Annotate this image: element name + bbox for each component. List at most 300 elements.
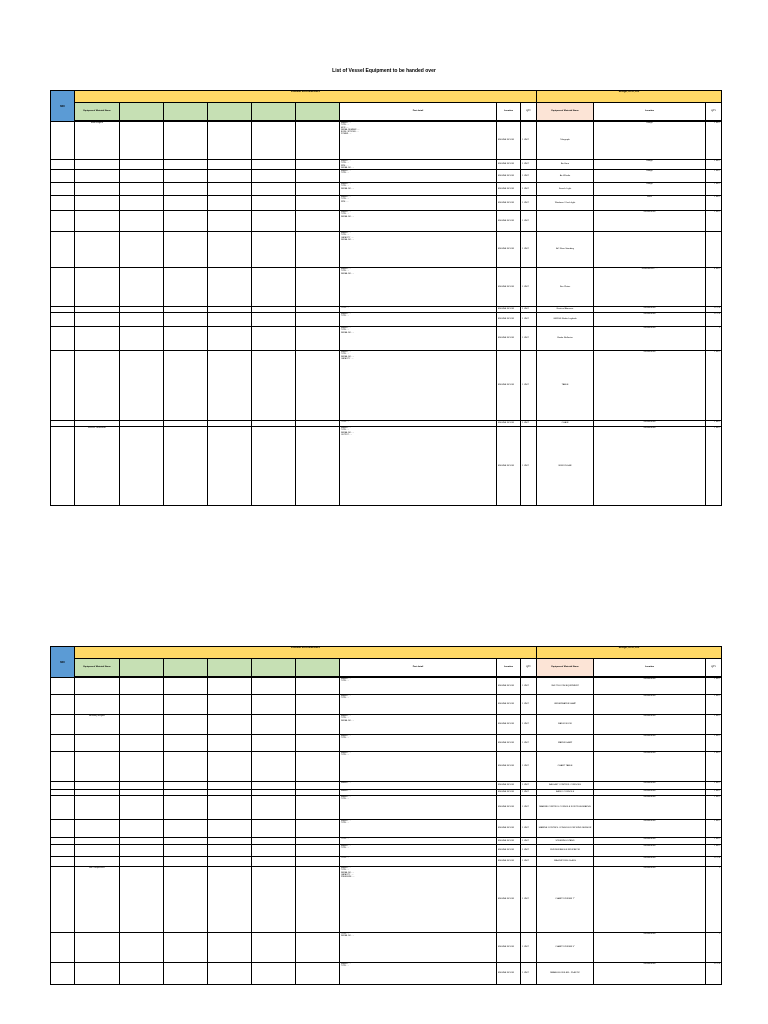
part-detail-cell: MAKER : ... TYPE : ... (340, 313, 497, 327)
bridge-qty-cell: 4 SET (706, 268, 722, 307)
location-cell: ENGINE ROOM (497, 327, 521, 351)
bridge-location-cell: Bridge (594, 160, 706, 170)
bridge-equipment-cell: GMDSS Radio Logbook (537, 313, 594, 327)
blank-cell (208, 735, 252, 752)
blank-cell (120, 796, 164, 820)
bridge-location-cell: Wheelhouse (594, 963, 706, 985)
blank-cell (252, 857, 296, 867)
row-number (51, 313, 75, 327)
blank-cell (208, 427, 252, 506)
bridge-location-cell: Wheelhouse (594, 715, 706, 735)
location-cell: ENGINE ROOM (497, 695, 521, 715)
blank-cell (120, 735, 164, 752)
location-header: Location (497, 103, 521, 121)
equipment-table-1 (50, 90, 722, 506)
blank-cell (296, 183, 340, 196)
row-number (51, 122, 75, 160)
bridge-equipment-cell: WATER LAMP (537, 735, 594, 752)
qty-cell: 1 UNIT (521, 268, 537, 307)
row-number (51, 796, 75, 820)
blank-cell (120, 695, 164, 715)
bridge-equipment-cell: TABLE (537, 351, 594, 421)
blank-cell (164, 160, 208, 170)
row-number (51, 160, 75, 170)
part-detail-cell: MAKER : ... TYPE : ... (340, 735, 497, 752)
table-row (51, 933, 722, 963)
blank-cell (296, 122, 340, 160)
equipment-name-cell (75, 313, 120, 327)
part-detail-cell: MAKER : ... TYPE : ... SERIAL NO : ... OUTPUT : ... (340, 427, 497, 506)
table-row (51, 232, 722, 268)
row-number (51, 196, 75, 211)
bridge-location-cell: Wheelhouse (594, 735, 706, 752)
bridge-section-header: Bridge, ECR, Etc (537, 647, 722, 659)
blank-cell (252, 695, 296, 715)
blank-cell (164, 752, 208, 782)
equipment-name-cell (75, 183, 120, 196)
blank-cell (208, 313, 252, 327)
part-detail-cell: MAKER : ... (340, 782, 497, 790)
table-row (51, 183, 722, 196)
blank-cell (120, 268, 164, 307)
part-detail-cell: MAKER : ... TYPE : ... MCR : ... SERIAL NUMBER : ... BORE / STROKE : ... POWER : ... (340, 122, 497, 160)
table-row (51, 838, 722, 845)
bridge-qty-cell: 1 SET (706, 678, 722, 695)
bridge-equipment-cell (537, 211, 594, 232)
bridge-location-cell: Wheelhouse (594, 695, 706, 715)
blank-cell (296, 313, 340, 327)
blank-cell (296, 351, 340, 421)
blank-cell (296, 820, 340, 838)
bridge-qty-cell: 1 SET (706, 790, 722, 796)
blank-cell (252, 313, 296, 327)
part-detail-cell: TYPE : ... (340, 421, 497, 427)
part-detail-cell: MAKER : ... TYPE : ... (340, 695, 497, 715)
blank-cell (164, 735, 208, 752)
location-cell: ENGINE ROOM (497, 678, 521, 695)
blank-header (120, 103, 164, 121)
location-cell: ENGINE ROOM (497, 845, 521, 857)
blank-cell (120, 933, 164, 963)
location-cell: ENGINE ROOM (497, 351, 521, 421)
table-row (51, 867, 722, 933)
bridge-qty-cell: 1 SET (706, 421, 722, 427)
blank-cell (164, 427, 208, 506)
row-number (51, 232, 75, 268)
part-detail-header: Part detail (340, 103, 497, 121)
blank-cell (296, 933, 340, 963)
blank-header (296, 103, 340, 121)
blank-cell (208, 268, 252, 307)
row-number (51, 845, 75, 857)
blank-header (164, 103, 208, 121)
blank-cell (120, 183, 164, 196)
blank-cell (296, 678, 340, 695)
qty-cell: 1 UNIT (521, 752, 537, 782)
no-header: NO (51, 647, 75, 678)
qty-cell: 1 UNIT (521, 933, 537, 963)
part-detail-header: Part detail (340, 659, 497, 677)
bridge-location-cell: Wheelhouse (594, 421, 706, 427)
equipment-name-cell (75, 752, 120, 782)
table-row (51, 796, 722, 820)
blank-cell (296, 196, 340, 211)
table-row (51, 122, 722, 160)
table-row (51, 268, 722, 307)
bridge-equipment-cell: BINOCULAR (537, 427, 594, 506)
location-cell: ENGINE ROOM (497, 421, 521, 427)
blank-cell (208, 183, 252, 196)
blank-cell (252, 122, 296, 160)
blank-cell (252, 735, 296, 752)
blank-cell (208, 933, 252, 963)
bridge-equipment-cell: STEERING STAND (537, 838, 594, 845)
row-number (51, 933, 75, 963)
qty-cell: 1 UNIT (521, 782, 537, 790)
bridge-location-cell: Wheelhouse (594, 327, 706, 351)
blank-cell (164, 867, 208, 933)
blank-cell (296, 752, 340, 782)
bridge-location-cell: Wheelhouse (594, 307, 706, 313)
bridge-equipment-cell: CHART DIVIDER 7" (537, 867, 594, 933)
blank-cell (208, 232, 252, 268)
engine-section-header: ENGINE MACHINERIES (75, 647, 537, 659)
equipment-name-cell (75, 963, 120, 985)
location-cell: ENGINE ROOM (497, 183, 521, 196)
bridge-location-cell: Wheelhouse (594, 351, 706, 421)
bridge-equipment-cell: CHART TABLE (537, 752, 594, 782)
bridge-equipment-cell: Nautical Almanac (537, 307, 594, 313)
table-row (51, 735, 722, 752)
table-row (51, 427, 722, 506)
blank-cell (164, 268, 208, 307)
blank-cell (164, 715, 208, 735)
blank-header (252, 659, 296, 677)
blank-cell (120, 313, 164, 327)
bridge-equipment-cell: Telegraph (537, 122, 594, 160)
bridge-location-cell: Wheelhouse (594, 838, 706, 845)
equipment-name-cell (75, 678, 120, 695)
blank-cell (208, 752, 252, 782)
equipment-name-cell: Electric Generator (75, 427, 120, 506)
blank-cell (296, 796, 340, 820)
blank-cell (296, 427, 340, 506)
qty-cell: 1 UNIT (521, 351, 537, 421)
blank-cell (296, 857, 340, 867)
blank-cell (120, 427, 164, 506)
blank-cell (120, 752, 164, 782)
part-detail-cell: MAKER : ... TYPE : ... SERIAL NO : ... (340, 211, 497, 232)
blank-cell (296, 268, 340, 307)
qty-cell: 1 UNIT (521, 327, 537, 351)
blank-cell (208, 838, 252, 845)
qty-cell: 1 UNIT (521, 183, 537, 196)
blank-cell (208, 678, 252, 695)
blank-header (164, 659, 208, 677)
part-detail-cell: MAKER : ... TYPE : ... RPM : ... SERIAL NO : ... (340, 160, 497, 170)
blank-cell (252, 715, 296, 735)
blank-cell (252, 268, 296, 307)
location-cell: ENGINE ROOM (497, 933, 521, 963)
table-row (51, 857, 722, 867)
qty-cell: 1 UNIT (521, 857, 537, 867)
part-detail-cell: MAKER : ... TYPE : ... (340, 963, 497, 985)
blank-header (208, 103, 252, 121)
table-row (51, 678, 722, 695)
blank-cell (164, 313, 208, 327)
bridge-equipment-name-header: Equipment/ Material Name (537, 103, 594, 121)
bridge-location-cell: Wheelhouse (594, 678, 706, 695)
bridge-equipment-cell: AC Floor Standing (537, 232, 594, 268)
blank-cell (120, 867, 164, 933)
blank-cell (252, 678, 296, 695)
bridge-qty-cell: 1 SET (706, 820, 722, 838)
bridge-equipment-cell: PARALLEL RULER - PLASTIC (537, 963, 594, 985)
location-cell: ENGINE ROOM (497, 307, 521, 313)
equipment-name-cell (75, 232, 120, 268)
bridge-equipment-name-header: Equipment/ Material Name (537, 659, 594, 677)
bridge-equipment-cell: UNDERWATER LAMP (537, 695, 594, 715)
blank-header (208, 659, 252, 677)
blank-cell (252, 838, 296, 845)
bridge-location-header: Location (594, 659, 706, 677)
row-number (51, 183, 75, 196)
table-row (51, 752, 722, 782)
bridge-location-cell: Wheelhouse (594, 211, 706, 232)
no-header: NO (51, 91, 75, 122)
row-number (51, 327, 75, 351)
blank-cell (164, 232, 208, 268)
blank-cell (208, 122, 252, 160)
part-detail-cell: MAKER : ... TYPE : ... SERIAL NO : ... (340, 327, 497, 351)
row-number (51, 838, 75, 845)
location-cell: ENGINE ROOM (497, 170, 521, 183)
location-cell: ENGINE ROOM (497, 268, 521, 307)
equipment-name-cell (75, 735, 120, 752)
blank-cell (120, 196, 164, 211)
blank-cell (164, 963, 208, 985)
bridge-location-cell: Wheelhouse (594, 782, 706, 790)
qty-header: QTY (521, 103, 537, 121)
table-row (51, 170, 722, 183)
bridge-equipment-cell: CHAIR (537, 421, 594, 427)
location-cell: ENGINE ROOM (497, 313, 521, 327)
part-detail-cell: MAKER : ... TYPE : ... RPM : ... (340, 196, 497, 211)
table-row (51, 820, 722, 838)
bridge-location-cell: Mast (594, 196, 706, 211)
qty-cell: 1 UNIT (521, 678, 537, 695)
bridge-equipment-cell: Radar Reflector (537, 327, 594, 351)
qty-header: QTY (521, 659, 537, 677)
bridge-location-cell: Bridge (594, 170, 706, 183)
part-detail-cell: MAKER : ... TYPE : ... CAPACITY : ... SERIAL NO : ... (340, 232, 497, 268)
bridge-location-cell: Wheelhouse (594, 796, 706, 820)
bridge-equipment-cell: RADIO BOOK (537, 715, 594, 735)
bridge-qty-cell: 1 SET (706, 796, 722, 820)
bridge-equipment-cell: RUDDER ANGLE INDICATOR (537, 845, 594, 857)
table-row (51, 963, 722, 985)
blank-cell (252, 196, 296, 211)
part-detail-cell: TYPE : ... (340, 857, 497, 867)
blank-cell (252, 782, 296, 790)
equipment-name-header: Equipment/ Material Name (75, 103, 120, 121)
equipment-name-cell (75, 796, 120, 820)
bridge-qty-cell: 1 SET (706, 170, 722, 183)
location-cell: ENGINE ROOM (497, 963, 521, 985)
bridge-location-header: Location (594, 103, 706, 121)
blank-cell (208, 327, 252, 351)
qty-cell: 1 UNIT (521, 170, 537, 183)
blank-cell (120, 857, 164, 867)
part-detail-cell: TYPE : ... (340, 307, 497, 313)
part-detail-cell: MAKER : ... TYPE : ... SERIAL NO : ... (340, 715, 497, 735)
blank-cell (208, 160, 252, 170)
qty-cell: 1 UNIT (521, 838, 537, 845)
bridge-location-cell: Wheelhouse (594, 427, 706, 506)
qty-cell: 1 UNIT (521, 313, 537, 327)
location-cell: ENGINE ROOM (497, 715, 521, 735)
blank-cell (252, 752, 296, 782)
part-detail-cell: MAKER : ... TYPE : ... (340, 752, 497, 782)
row-number (51, 351, 75, 421)
blank-cell (252, 232, 296, 268)
bridge-qty-cell: 1 SET (706, 735, 722, 752)
equipment-name-header: Equipment/ Material Name (75, 659, 120, 677)
qty-cell: 1 UNIT (521, 307, 537, 313)
bridge-location-cell: Wheelhouse (594, 845, 706, 857)
qty-cell: 1 UNIT (521, 421, 537, 427)
blank-cell (252, 845, 296, 857)
bridge-qty-cell: 1 SET (706, 427, 722, 506)
bridge-qty-cell: 1 PCS (706, 963, 722, 985)
blank-cell (252, 183, 296, 196)
blank-cell (252, 327, 296, 351)
bridge-qty-cell: 1 SET (706, 122, 722, 160)
blank-cell (296, 695, 340, 715)
bridge-equipment-cell: MAGNIFYING GLASS (537, 857, 594, 867)
blank-cell (208, 351, 252, 421)
blank-cell (208, 867, 252, 933)
row-number (51, 678, 75, 695)
equipment-name-cell (75, 820, 120, 838)
bridge-equipment-cell: BALLAST CONTROL CONSOLE (537, 782, 594, 790)
bridge-qty-cell (706, 232, 722, 268)
bridge-qty-cell: 1 SET (706, 695, 722, 715)
blank-cell (120, 211, 164, 232)
bridge-equipment-cell: CHART DIVIDER 5" (537, 933, 594, 963)
bridge-location-cell: Wheelhouse (594, 313, 706, 327)
blank-cell (252, 963, 296, 985)
blank-cell (120, 327, 164, 351)
bridge-equipment-cell: RADIO CONSOLE (537, 790, 594, 796)
bridge-qty-cell: 1 SET (706, 160, 722, 170)
blank-cell (120, 122, 164, 160)
blank-cell (208, 820, 252, 838)
table-row (51, 715, 722, 735)
equipment-name-cell (75, 845, 120, 857)
part-detail-cell: MAKER : ... (340, 790, 497, 796)
row-number (51, 715, 75, 735)
row-number (51, 857, 75, 867)
location-cell: ENGINE ROOM (497, 838, 521, 845)
part-detail-cell: MAKER : ... TYPE : ... SERIAL NO : ... CAPACITY : ... (340, 351, 497, 421)
part-detail-cell: MAKER : ... TYPE : ... SERIAL NO : ... (340, 183, 497, 196)
table-row (51, 351, 722, 421)
qty-cell: 1 UNIT (521, 427, 537, 506)
blank-cell (120, 170, 164, 183)
blank-cell (164, 845, 208, 857)
equipment-name-cell (75, 327, 120, 351)
blank-cell (208, 845, 252, 857)
blank-cell (208, 782, 252, 790)
blank-header (296, 659, 340, 677)
qty-cell: 1 UNIT (521, 820, 537, 838)
row-number (51, 782, 75, 790)
bridge-qty-cell: 1 SET (706, 845, 722, 857)
qty-cell: 1 UNIT (521, 122, 537, 160)
blank-cell (164, 782, 208, 790)
location-cell: ENGINE ROOM (497, 867, 521, 933)
blank-cell (208, 170, 252, 183)
engine-section-header: ENGINE MACHINERIES (75, 91, 537, 103)
bridge-location-cell: Wheelhouse (594, 933, 706, 963)
qty-cell: 1 UNIT (521, 845, 537, 857)
bridge-equipment-cell: VHF TELCOM EQUIPMENT (537, 678, 594, 695)
bridge-qty-header: QTY (706, 659, 722, 677)
equipment-name-cell (75, 268, 120, 307)
blank-cell (296, 170, 340, 183)
blank-cell (164, 196, 208, 211)
blank-cell (296, 232, 340, 268)
blank-cell (164, 933, 208, 963)
equipment-name-cell (75, 160, 120, 170)
blank-cell (208, 695, 252, 715)
blank-cell (120, 160, 164, 170)
bridge-equipment-cell: MARINE CONTROL CONSOLE FOR TELEGRAPHS (537, 796, 594, 820)
location-cell: ENGINE ROOM (497, 232, 521, 268)
location-cell: ENGINE ROOM (497, 752, 521, 782)
bridge-location-cell: Wheelhouse (594, 857, 706, 867)
table-row (51, 196, 722, 211)
row-number (51, 735, 75, 752)
row-number (51, 820, 75, 838)
blank-cell (120, 838, 164, 845)
bridge-qty-cell: 1 SET (706, 715, 722, 735)
bridge-qty-cell: 1 SET (706, 196, 722, 211)
blank-cell (252, 211, 296, 232)
blank-cell (120, 351, 164, 421)
row-number (51, 963, 75, 985)
bridge-equipment-cell: Search Light (537, 183, 594, 196)
bridge-equipment-cell: Windows / Deck light (537, 196, 594, 211)
part-detail-cell: MAKER : ... TYPE : ... SERIAL NO : ... CAPACITY : ... PRESSURE : ... (340, 867, 497, 933)
equipment-name-cell (75, 170, 120, 183)
blank-cell (296, 211, 340, 232)
bridge-section-header: Bridge, ECR, Etc (537, 91, 722, 103)
blank-cell (208, 796, 252, 820)
blank-cell (120, 715, 164, 735)
equipment-name-cell (75, 211, 120, 232)
part-detail-cell: MAKER : ... TYPE : ... SERIAL NO : ... (340, 268, 497, 307)
blank-cell (252, 170, 296, 183)
qty-cell: 1 UNIT (521, 735, 537, 752)
blank-cell (164, 695, 208, 715)
part-detail-cell: MAKER : ... TYPE : ... (340, 678, 497, 695)
part-detail-cell: MAKER : ... TYPE : ... (340, 796, 497, 820)
blank-cell (296, 735, 340, 752)
bridge-location-cell: Bridge (594, 122, 706, 160)
location-header: Location (497, 659, 521, 677)
